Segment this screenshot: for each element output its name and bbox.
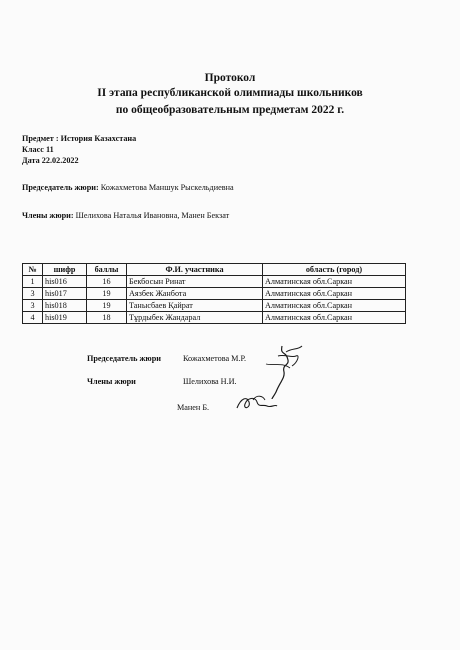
header-code: шифр (43, 264, 87, 276)
cell-participant: Бекбосын Ринат (127, 276, 263, 288)
cell-participant: Таныcбаев Қайрат (127, 300, 263, 312)
subject-text: Предмет : История Казахстана (22, 134, 137, 143)
cell-code: his018 (43, 300, 87, 312)
member-handwritten-signature (233, 390, 279, 414)
signature-members-label: Члены жюри (87, 377, 136, 386)
cell-number: 4 (23, 312, 43, 324)
header-participant: Ф.И. участника (127, 264, 263, 276)
cell-score: 19 (87, 288, 127, 300)
cell-number: 3 (23, 288, 43, 300)
results-table (22, 263, 406, 324)
table-row (23, 276, 406, 288)
document-title: Протокол (204, 72, 256, 84)
date-text: Дата 22.02.2022 (22, 156, 79, 165)
header-region: область (город) (263, 264, 406, 276)
cell-score: 18 (87, 312, 127, 324)
cell-number: 1 (23, 276, 43, 288)
cell-code: his016 (43, 276, 87, 288)
cell-region: Алматинская обл.Саркан (263, 312, 406, 324)
signature-chair-name: Кожахметова М.Р. (183, 354, 247, 363)
subject-line (22, 134, 136, 143)
table-header-row (23, 264, 406, 276)
cell-code: his019 (43, 312, 87, 324)
cell-region: Алматинская обл.Саркан (263, 300, 406, 312)
table-row (23, 300, 406, 312)
jury-members-label: Члены жюри: (22, 211, 74, 220)
jury-chair-label: Председатель жюри: (22, 183, 99, 192)
jury-members-line (22, 211, 229, 220)
jury-chair-value: Кожахметова Маншук Рыскельдиевна (100, 183, 234, 192)
cell-participant: Тұрдыбек Жандарал (127, 312, 263, 324)
cell-score: 16 (87, 276, 127, 288)
date-line (22, 156, 79, 165)
cell-number: 3 (23, 300, 43, 312)
header-score: баллы (87, 264, 127, 276)
header-number: № (23, 264, 43, 276)
table-row (23, 288, 406, 300)
signature-member1-name: Шелихова Н.И. (183, 377, 237, 386)
table-row (23, 312, 406, 324)
cell-score: 19 (87, 300, 127, 312)
signature-member2-name: Манен Б. (177, 403, 210, 412)
document-subtitle-line2: по общеобразовательным предметам 2022 г. (115, 104, 345, 116)
cell-participant: Аязбек Жанбота (127, 288, 263, 300)
cell-region: Алматинская обл.Саркан (263, 276, 406, 288)
class-line (22, 145, 54, 154)
signature-chair-label: Председатель жюри (87, 354, 161, 363)
jury-members-value: Шелихова Наталья Ивановна, Манен Бекзат (75, 211, 230, 220)
cell-code: his017 (43, 288, 87, 300)
class-text: Класс 11 (22, 145, 54, 154)
document-subtitle-line1: II этапа республиканской олимпиады школьников (97, 87, 363, 99)
jury-chair-line (22, 183, 234, 192)
cell-region: Алматинская обл.Саркан (263, 288, 406, 300)
